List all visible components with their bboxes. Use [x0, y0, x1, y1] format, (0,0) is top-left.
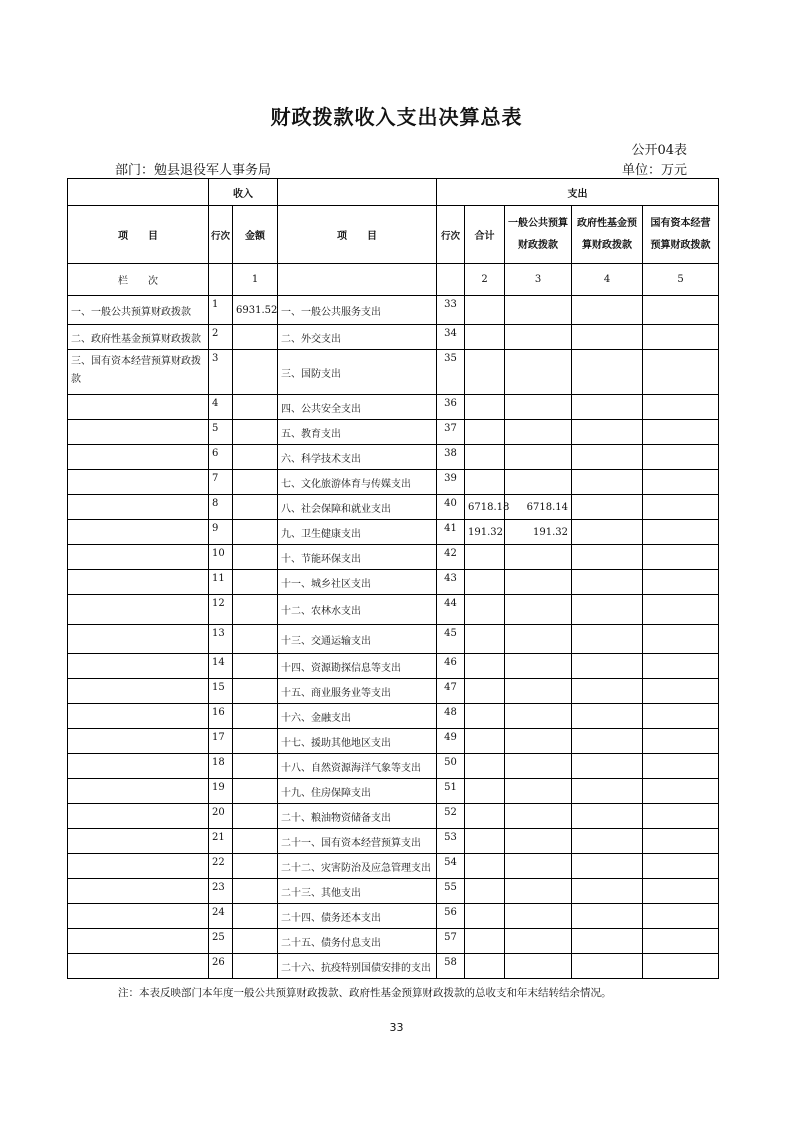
gov-fund-cell [572, 570, 643, 595]
page-title: 财政拨款收入支出决算总表 [270, 105, 523, 129]
table-row [68, 395, 719, 420]
total-cell [465, 954, 505, 979]
total-header: 合计 [465, 206, 505, 264]
expense-line-cell: 34 [437, 325, 465, 350]
income-item-cell [68, 420, 209, 445]
general-budget-cell [505, 954, 572, 979]
income-item-cell [68, 854, 209, 879]
expense-item-cell: 十四、资源勘探信息等支出 [278, 654, 437, 679]
income-amount-cell [233, 704, 278, 729]
expense-item-cell: 十二、农林水支出 [278, 595, 437, 625]
income-line-cell: 16 [209, 704, 233, 729]
expense-item-cell: 七、文化旅游体育与传媒支出 [278, 470, 437, 495]
footnote: 注：本表反映部门本年度一般公共预算财政拨款、政府性基金预算财政拨款的总收支和年末结转结余情况。 [118, 987, 612, 999]
table-row [68, 570, 719, 595]
total-cell: 191.32 [465, 520, 505, 545]
income-amount-cell [233, 929, 278, 954]
state-capital-cell [643, 704, 719, 729]
total-cell [465, 904, 505, 929]
general-budget-cell [505, 879, 572, 904]
gov-fund-cell [572, 829, 643, 854]
general-budget-cell [505, 470, 572, 495]
table-row [68, 350, 719, 395]
income-line-cell: 25 [209, 929, 233, 954]
column-index-3: 3 [505, 264, 572, 296]
state-capital-cell [643, 779, 719, 804]
income-line-cell: 19 [209, 779, 233, 804]
state-capital-cell [643, 570, 719, 595]
general-budget-cell [505, 296, 572, 325]
income-amount-cell [233, 779, 278, 804]
general-budget-cell [505, 904, 572, 929]
income-item-cell [68, 470, 209, 495]
general-budget-cell: 191.32 [505, 520, 572, 545]
income-item-cell [68, 625, 209, 654]
gov-fund-cell [572, 879, 643, 904]
income-amount-cell [233, 495, 278, 520]
table-row [68, 470, 719, 495]
gov-fund-cell [572, 854, 643, 879]
expense-line-cell: 38 [437, 445, 465, 470]
income-line-cell: 5 [209, 420, 233, 445]
income-amount-cell [233, 729, 278, 754]
table-row [68, 654, 719, 679]
state-capital-cell [643, 929, 719, 954]
column-index-blank [437, 264, 465, 296]
table-row [68, 445, 719, 470]
income-line-cell: 1 [209, 296, 233, 325]
table-row [68, 754, 719, 779]
total-cell [465, 679, 505, 704]
expense-item-cell: 二、外交支出 [278, 325, 437, 350]
total-cell [465, 350, 505, 395]
general-budget-cell [505, 754, 572, 779]
expense-item-cell: 二十一、国有资本经营预算支出 [278, 829, 437, 854]
general-budget-cell [505, 350, 572, 395]
total-cell [465, 470, 505, 495]
general-budget-cell [505, 829, 572, 854]
gov-fund-cell [572, 954, 643, 979]
income-line-cell: 12 [209, 595, 233, 625]
income-line-header: 行次 [209, 206, 233, 264]
table-row [68, 854, 719, 879]
income-amount-cell [233, 420, 278, 445]
expense-item-cell: 二十六、抗疫特别国债安排的支出 [278, 954, 437, 979]
expense-item-cell: 二十、粮油物资储备支出 [278, 804, 437, 829]
income-line-cell: 8 [209, 495, 233, 520]
total-cell [465, 296, 505, 325]
income-item-cell [68, 545, 209, 570]
state-capital-cell [643, 520, 719, 545]
income-line-cell: 21 [209, 829, 233, 854]
expense-item-cell: 十八、自然资源海洋气象等支出 [278, 754, 437, 779]
expense-line-cell: 36 [437, 395, 465, 420]
expense-line-cell: 33 [437, 296, 465, 325]
total-cell [465, 854, 505, 879]
general-budget-cell [505, 595, 572, 625]
expense-item-cell: 二十三、其他支出 [278, 879, 437, 904]
general-budget-cell [505, 779, 572, 804]
general-budget-cell [505, 325, 572, 350]
gov-fund-cell [572, 729, 643, 754]
state-capital-cell [643, 754, 719, 779]
general-budget-cell [505, 929, 572, 954]
total-cell: 6718.18 [465, 495, 505, 520]
gov-fund-cell [572, 625, 643, 654]
general-budget-header: 一般公共预算财政拨款 [505, 206, 572, 264]
gov-fund-header: 政府性基金预算财政拨款 [572, 206, 643, 264]
income-item-cell [68, 729, 209, 754]
table-row [68, 904, 719, 929]
general-budget-cell [505, 804, 572, 829]
gov-fund-cell [572, 520, 643, 545]
gov-fund-cell [572, 495, 643, 520]
total-cell [465, 829, 505, 854]
expense-item-cell: 八、社会保障和就业支出 [278, 495, 437, 520]
table-row [68, 545, 719, 570]
income-item-cell [68, 829, 209, 854]
state-capital-cell [643, 296, 719, 325]
table-row [68, 520, 719, 545]
table-row [68, 829, 719, 854]
expense-header: 支出 [437, 179, 719, 206]
table-row [68, 420, 719, 445]
column-index-5: 5 [643, 264, 719, 296]
expense-item-cell: 十一、城乡社区支出 [278, 570, 437, 595]
income-item-cell [68, 804, 209, 829]
income-line-cell: 26 [209, 954, 233, 979]
expense-item-cell: 二十四、债务还本支出 [278, 904, 437, 929]
column-index-4: 4 [572, 264, 643, 296]
total-cell [465, 545, 505, 570]
income-amount-cell [233, 679, 278, 704]
income-item-cell [68, 929, 209, 954]
income-amount-cell [233, 395, 278, 420]
table-row [68, 729, 719, 754]
expense-line-cell: 55 [437, 879, 465, 904]
income-line-cell: 13 [209, 625, 233, 654]
general-budget-cell [505, 625, 572, 654]
expense-line-cell: 53 [437, 829, 465, 854]
gov-fund-cell [572, 779, 643, 804]
income-item-cell [68, 879, 209, 904]
income-line-cell: 11 [209, 570, 233, 595]
column-index-1: 1 [233, 264, 278, 296]
expense-item-cell: 四、公共安全支出 [278, 395, 437, 420]
state-capital-cell [643, 954, 719, 979]
general-budget-cell [505, 395, 572, 420]
income-line-cell: 6 [209, 445, 233, 470]
expense-line-cell: 49 [437, 729, 465, 754]
expense-item-cell: 十六、金融支出 [278, 704, 437, 729]
total-cell [465, 654, 505, 679]
gov-fund-cell [572, 395, 643, 420]
expense-line-cell: 50 [437, 754, 465, 779]
gov-fund-cell [572, 350, 643, 395]
expense-line-cell: 58 [437, 954, 465, 979]
state-capital-cell [643, 804, 719, 829]
income-amount-cell [233, 754, 278, 779]
column-index-2: 2 [465, 264, 505, 296]
gov-fund-cell [572, 654, 643, 679]
total-cell [465, 595, 505, 625]
income-amount-cell [233, 879, 278, 904]
form-code: 公开04表 [631, 143, 687, 158]
gov-fund-cell [572, 679, 643, 704]
expense-line-cell: 37 [437, 420, 465, 445]
income-line-cell: 10 [209, 545, 233, 570]
table-row [68, 929, 719, 954]
general-budget-cell [505, 704, 572, 729]
table-row [68, 625, 719, 654]
unit-label: 单位：万元 [621, 163, 687, 178]
expense-item-cell: 十七、援助其他地区支出 [278, 729, 437, 754]
income-item-cell [68, 495, 209, 520]
income-line-cell: 15 [209, 679, 233, 704]
income-line-cell: 4 [209, 395, 233, 420]
state-capital-cell [643, 545, 719, 570]
income-item-cell [68, 595, 209, 625]
table-row [68, 679, 719, 704]
budget-table [67, 178, 719, 979]
general-budget-cell [505, 420, 572, 445]
state-capital-header: 国有资本经营预算财政拨款 [643, 206, 719, 264]
state-capital-cell [643, 470, 719, 495]
expense-item-cell: 十五、商业服务业等支出 [278, 679, 437, 704]
income-item-cell [68, 520, 209, 545]
general-budget-cell: 6718.14 [505, 495, 572, 520]
expense-line-cell: 39 [437, 470, 465, 495]
state-capital-cell [643, 654, 719, 679]
income-amount-cell [233, 520, 278, 545]
state-capital-cell [643, 854, 719, 879]
total-cell [465, 754, 505, 779]
expense-item-cell: 六、科学技术支出 [278, 445, 437, 470]
expense-item-cell: 二十五、债务付息支出 [278, 929, 437, 954]
income-item-cell: 三、国有资本经营预算财政拨款 [68, 350, 209, 395]
general-budget-cell [505, 570, 572, 595]
income-item-cell [68, 570, 209, 595]
expense-line-cell: 35 [437, 350, 465, 395]
expense-item-cell: 十九、住房保障支出 [278, 779, 437, 804]
column-index-blank [278, 264, 437, 296]
expense-item-cell: 九、卫生健康支出 [278, 520, 437, 545]
income-line-cell: 24 [209, 904, 233, 929]
income-item-cell: 二、政府性基金预算财政拨款 [68, 325, 209, 350]
header-row-2 [68, 206, 719, 264]
expense-item-cell: 十三、交通运输支出 [278, 625, 437, 654]
gov-fund-cell [572, 325, 643, 350]
income-amount-cell [233, 595, 278, 625]
general-budget-cell [505, 654, 572, 679]
income-line-cell: 20 [209, 804, 233, 829]
total-cell [465, 325, 505, 350]
table-row [68, 804, 719, 829]
income-amount-cell [233, 325, 278, 350]
income-amount-cell [233, 445, 278, 470]
income-amount-cell [233, 904, 278, 929]
expense-line-cell: 57 [437, 929, 465, 954]
income-amount-cell: 6931.52 [233, 296, 278, 325]
general-budget-cell [505, 854, 572, 879]
column-index-blank [209, 264, 233, 296]
general-budget-cell [505, 545, 572, 570]
expense-item-cell: 一、一般公共服务支出 [278, 296, 437, 325]
state-capital-cell [643, 625, 719, 654]
total-cell [465, 570, 505, 595]
income-line-cell: 9 [209, 520, 233, 545]
gov-fund-cell [572, 470, 643, 495]
gov-fund-cell [572, 929, 643, 954]
income-line-cell: 2 [209, 325, 233, 350]
state-capital-cell [643, 904, 719, 929]
total-cell [465, 879, 505, 904]
income-item-cell [68, 679, 209, 704]
table-row [68, 595, 719, 625]
table-row [68, 495, 719, 520]
expense-line-cell: 42 [437, 545, 465, 570]
total-cell [465, 804, 505, 829]
expense-item-cell: 三、国防支出 [278, 350, 437, 395]
income-amount-cell [233, 829, 278, 854]
department-label: 部门：勉县退役军人事务局 [115, 163, 272, 178]
income-line-cell: 14 [209, 654, 233, 679]
state-capital-cell [643, 729, 719, 754]
income-amount-cell [233, 804, 278, 829]
header-blank [68, 179, 209, 206]
expense-line-cell: 51 [437, 779, 465, 804]
total-cell [465, 395, 505, 420]
income-amount-cell [233, 545, 278, 570]
income-line-cell: 23 [209, 879, 233, 904]
general-budget-cell [505, 729, 572, 754]
income-item-cell [68, 395, 209, 420]
total-cell [465, 929, 505, 954]
income-amount-cell [233, 570, 278, 595]
gov-fund-cell [572, 545, 643, 570]
income-line-cell: 22 [209, 854, 233, 879]
state-capital-cell [643, 879, 719, 904]
gov-fund-cell [572, 445, 643, 470]
income-item-cell [68, 904, 209, 929]
gov-fund-cell [572, 704, 643, 729]
income-item-cell [68, 779, 209, 804]
total-cell [465, 625, 505, 654]
expense-item-cell: 十、节能环保支出 [278, 545, 437, 570]
income-item-cell [68, 445, 209, 470]
income-amount-header: 金额 [233, 206, 278, 264]
state-capital-cell [643, 420, 719, 445]
income-line-cell: 3 [209, 350, 233, 395]
state-capital-cell [643, 495, 719, 520]
income-amount-cell [233, 654, 278, 679]
income-amount-cell [233, 854, 278, 879]
gov-fund-cell [572, 595, 643, 625]
income-header: 收入 [209, 179, 278, 206]
income-line-cell: 17 [209, 729, 233, 754]
income-item-cell: 一、一般公共预算财政拨款 [68, 296, 209, 325]
gov-fund-cell [572, 754, 643, 779]
gov-fund-cell [572, 904, 643, 929]
expense-line-cell: 45 [437, 625, 465, 654]
state-capital-cell [643, 595, 719, 625]
total-cell [465, 779, 505, 804]
header-blank [278, 179, 437, 206]
expense-item-cell: 二十二、灾害防治及应急管理支出 [278, 854, 437, 879]
income-item-cell [68, 654, 209, 679]
income-item-header: 项 目 [68, 206, 209, 264]
gov-fund-cell [572, 296, 643, 325]
expense-line-cell: 40 [437, 495, 465, 520]
expense-line-cell: 47 [437, 679, 465, 704]
income-amount-cell [233, 350, 278, 395]
income-amount-cell [233, 625, 278, 654]
expense-item-header: 项 目 [278, 206, 437, 264]
table-row [68, 779, 719, 804]
total-cell [465, 445, 505, 470]
expense-item-cell: 五、教育支出 [278, 420, 437, 445]
general-budget-cell [505, 679, 572, 704]
expense-line-header: 行次 [437, 206, 465, 264]
state-capital-cell [643, 325, 719, 350]
state-capital-cell [643, 445, 719, 470]
expense-line-cell: 43 [437, 570, 465, 595]
state-capital-cell [643, 395, 719, 420]
income-item-cell [68, 704, 209, 729]
expense-line-cell: 46 [437, 654, 465, 679]
income-line-cell: 18 [209, 754, 233, 779]
income-item-cell [68, 954, 209, 979]
state-capital-cell [643, 679, 719, 704]
expense-line-cell: 48 [437, 704, 465, 729]
header-row-1 [68, 179, 719, 206]
expense-line-cell: 56 [437, 904, 465, 929]
table-row [68, 296, 719, 325]
column-index-row [68, 264, 719, 296]
expense-line-cell: 44 [437, 595, 465, 625]
income-item-cell [68, 754, 209, 779]
total-cell [465, 729, 505, 754]
gov-fund-cell [572, 420, 643, 445]
table-row [68, 325, 719, 350]
income-amount-cell [233, 954, 278, 979]
state-capital-cell [643, 829, 719, 854]
total-cell [465, 420, 505, 445]
expense-line-cell: 41 [437, 520, 465, 545]
gov-fund-cell [572, 804, 643, 829]
income-line-cell: 7 [209, 470, 233, 495]
expense-line-cell: 54 [437, 854, 465, 879]
total-cell [465, 704, 505, 729]
general-budget-cell [505, 445, 572, 470]
table-row [68, 879, 719, 904]
page-number: 33 [389, 1021, 404, 1034]
table-row [68, 704, 719, 729]
expense-line-cell: 52 [437, 804, 465, 829]
table-row [68, 954, 719, 979]
state-capital-cell [643, 350, 719, 395]
income-amount-cell [233, 470, 278, 495]
column-index-label: 栏 次 [68, 264, 209, 296]
